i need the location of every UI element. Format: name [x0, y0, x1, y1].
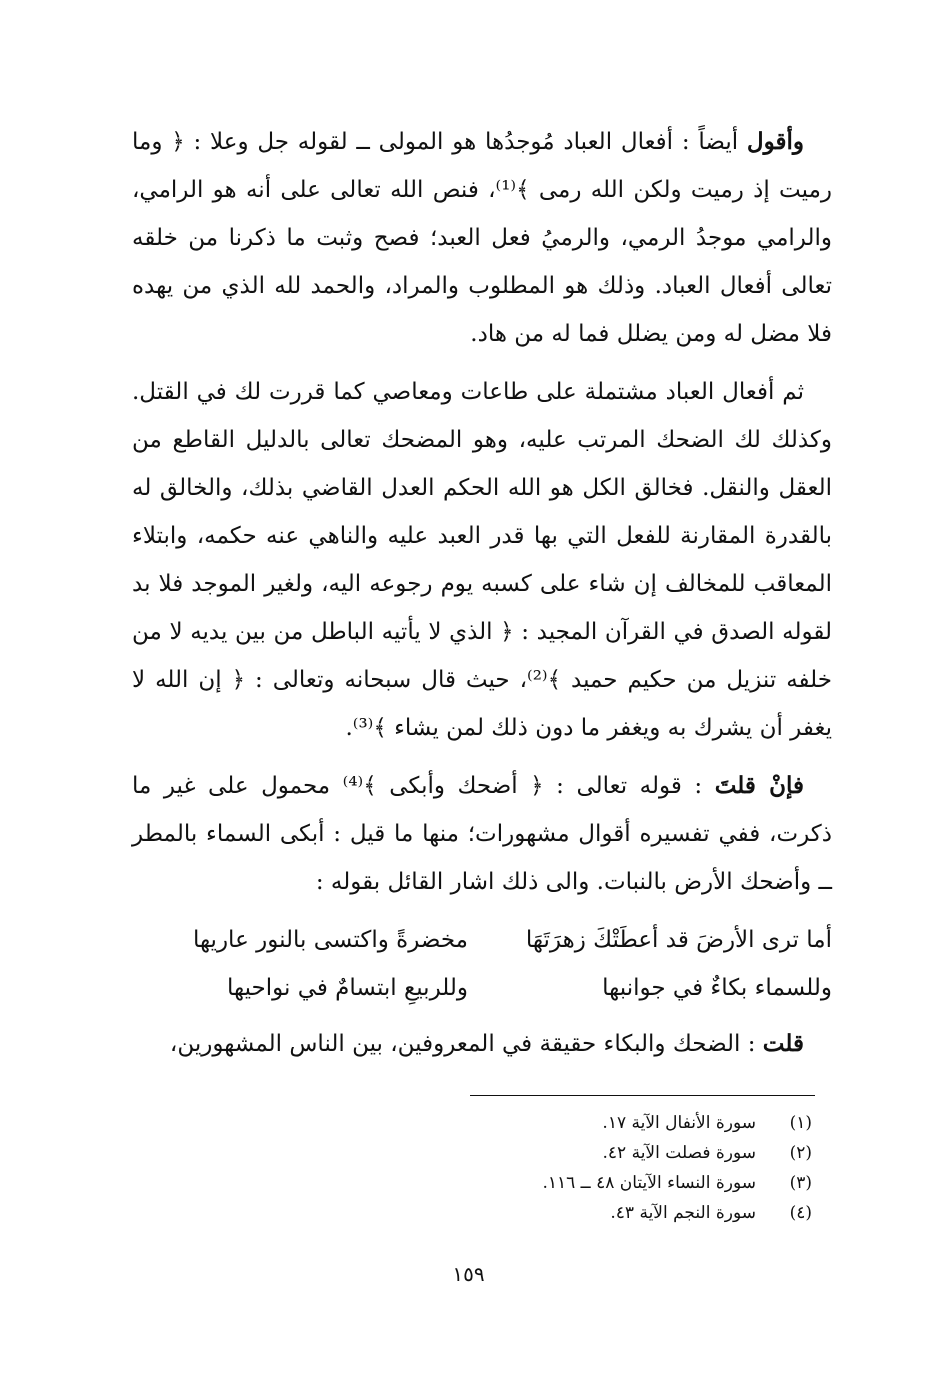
poem-line-2 — [132, 964, 832, 1012]
footnote-4-number: (٤) — [789, 1203, 812, 1223]
poem-line-1 — [132, 916, 832, 964]
footnote-2-number: (٢) — [789, 1143, 812, 1163]
closing-text: : الضحك والبكاء حقيقة في المعروفين، بين الناس المشهورين، — [169, 1031, 763, 1057]
paragraph-3 — [132, 762, 832, 906]
footnote-4 — [452, 1198, 812, 1228]
page-number: ١٥٩ — [452, 1262, 485, 1286]
paragraph-1 — [132, 118, 832, 358]
paragraph-1-lead: وأقول — [746, 128, 804, 155]
footnote-4-text: سورة النجم الآية ٤٣. — [610, 1203, 756, 1223]
footnote-separator — [470, 1095, 815, 1096]
poem-line-2-first-hemistich: وللسماء بكاءٌ في جوانبها — [602, 975, 832, 1001]
main-text — [132, 118, 832, 1078]
footnote-3-number: (٣) — [789, 1173, 812, 1193]
paragraph-1-text: أيضاً : أفعال العباد مُوجدُها هو المولى ــ لقوله جل وعلا : ﴿ وما رميت إذ رميت ولكن الله رمى ﴾⁽¹⁾، فنص الله تعالى على أنه هو الرامي، والرامي موجدُ الرمي، والرميُ فعل العبد؛ فصح وثبت ما ذكرنا من خلقه تعالى أفعال العباد. وذلك هو المطلوب والمراد، والحمد لله الذي من يهده فلا مضل له ومن يضلل فما له من هاد. — [132, 129, 833, 347]
footnote-1-number: (١) — [789, 1113, 812, 1133]
paragraph-3-text: : قوله تعالى : ﴿ أضحك وأبكى ﴾⁽⁴⁾ محمول على غير ما ذكرت، ففي تفسيره أقوال مشهورات؛ منها ما قيل : أبكى السماء بالمطر ــ وأضحك الأرض بالنبات. والى ذلك اشار القائل بقوله : — [132, 773, 832, 895]
footnote-1 — [452, 1108, 812, 1138]
footnote-3 — [452, 1168, 812, 1198]
poem-line-1-second-hemistich: مخضرةً واكتسى بالنور عاريها — [192, 927, 468, 953]
paragraph-2-text: ثم أفعال العباد مشتملة على طاعات ومعاصي كما قررت لك في القتل. وكذلك لك الضحك المرتب عليه، وهو المضحك تعالى بالدليل القاطع من العقل والنقل. فخالق الكل هو الله الحكم العدل القاضي بذلك، والخالق له بالقدرة المقارنة للفعل التي بها قدر العبد عليه والناهي عنه حكمه، وابتلاء المعاقب للمخالف إن شاء على كسبه يوم رجوعه اليه، ولغير الموجد فلا بد لقوله الصدق في القرآن المجيد : ﴿ الذي لا يأتيه الباطل من بين يديه لا من خلفه تنزيل من حكيم حميد ﴾⁽²⁾، حيث قال سبحانه وتعالى : ﴿ إن الله لا يغفر أن يشرك به ويغفر ما دون ذلك لمن يشاء ﴾⁽³⁾. — [132, 379, 832, 741]
footnotes — [452, 1108, 812, 1228]
footnote-2 — [452, 1138, 812, 1168]
footnote-1-text: سورة الأنفال الآية ١٧. — [602, 1113, 756, 1133]
footnote-3-text: سورة النساء الآيتان ٤٨ ــ ١١٦. — [542, 1173, 756, 1193]
footnote-2-text: سورة فصلت الآية ٤٢. — [602, 1143, 756, 1163]
poem — [132, 916, 832, 1012]
closing-paragraph — [132, 1020, 832, 1068]
paragraph-2 — [132, 368, 832, 752]
closing-lead: قلت — [762, 1030, 804, 1057]
paragraph-3-lead: فإنْ قلتَ — [714, 772, 804, 799]
poem-line-2-second-hemistich: وللربيعِ ابتسامٌ في نواحيها — [226, 975, 468, 1001]
poem-line-1-first-hemistich: أما ترى الأرضَ قد أعطَتْكَ زهرَتَهَا — [525, 927, 832, 953]
